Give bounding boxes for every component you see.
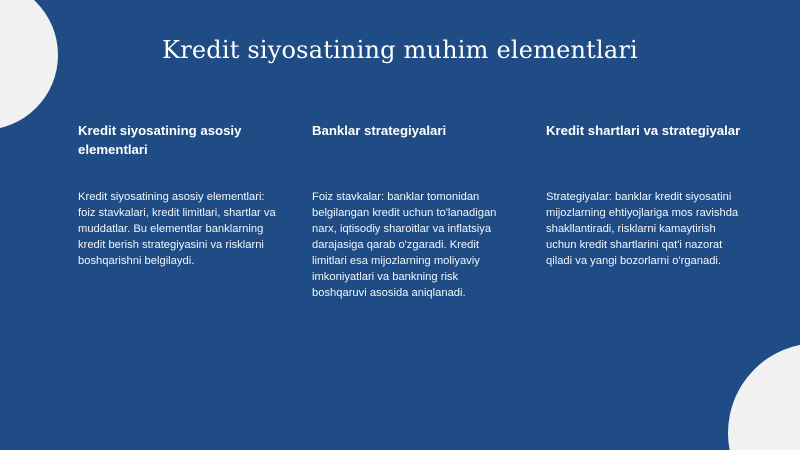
column-heading: Banklar strategiyalari	[312, 123, 447, 138]
column-body: Foiz stavkalar: banklar tomonidan belgilangan kredit uchun to'lanadigan narx, iqtisodiy sharoitlar va inflatsiya darajasiga qarab o'zgaradi. Kredit limitlari esa mijozlarning moliyaviy imkoniyatlari va bankning risk boshqaruvi asosida aniqlanadi.	[312, 191, 497, 299]
column-basic-elements	[78, 121, 278, 269]
slide-title: Kredit siyosatining muhim elementlari	[162, 36, 638, 64]
column-body: Strategiyalar: banklar kredit siyosatini mijozlarning ehtiyojlariga mos ravishda shakllantiradi, risklarni kamaytirish uchun kredit shartlarini qat'i nazorat qiladi va yangi bozorlarni o'rganadi.	[546, 191, 739, 267]
column-credit-terms	[546, 121, 746, 269]
column-body: Kredit siyosatining asosiy elementlari: foiz stavkalari, kredit limitlari, shartlar va muddatlar. Bu elementlar banklarning kredit berish strategiyasini va risklarni boshqarishni belgilaydi.	[78, 191, 276, 267]
column-heading: Kredit shartlari va strategiyalar	[546, 123, 741, 138]
decorative-circle-top-left	[0, 0, 58, 130]
column-heading: Kredit siyosatining asosiy elementlari	[78, 123, 242, 157]
column-bank-strategies	[312, 121, 512, 301]
decorative-circle-bottom-right	[728, 343, 800, 450]
